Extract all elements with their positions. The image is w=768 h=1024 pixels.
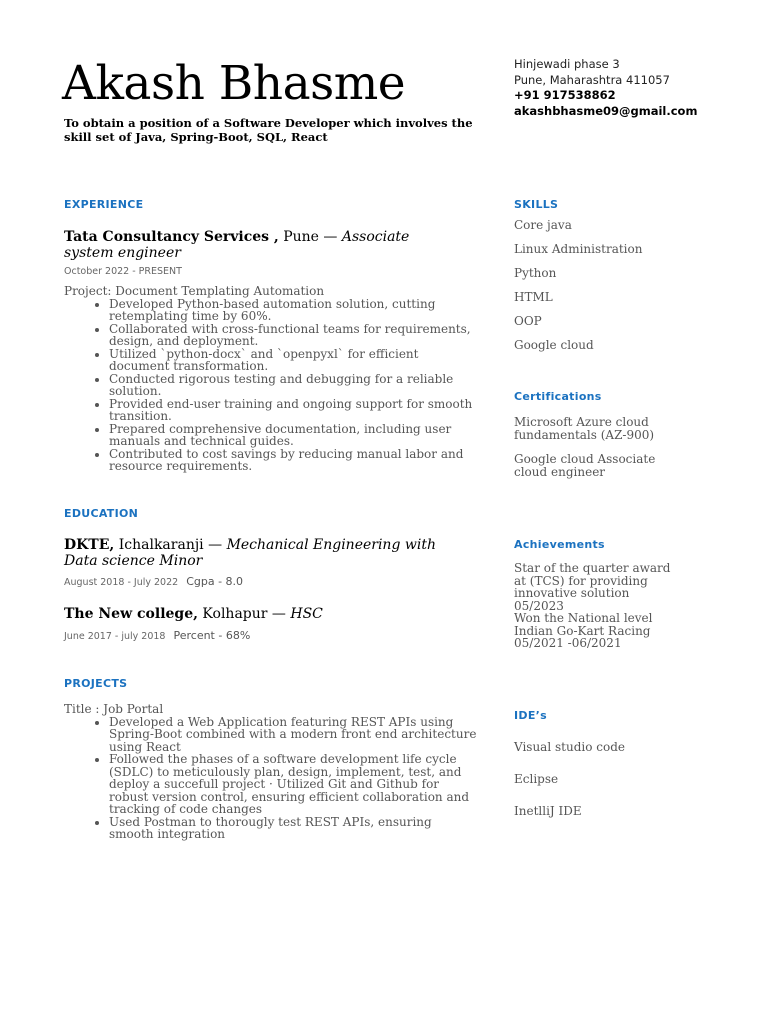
address-line-1: Hinjewadi phase 3 (514, 57, 620, 71)
experience-bullet-list (64, 298, 479, 473)
education-entry-1 (64, 538, 444, 569)
certification-item: Google cloud Associate cloud engineer (514, 452, 656, 479)
skill-item: Core java (514, 218, 572, 232)
certifications-heading: Certifications (514, 390, 602, 403)
degree: Mechanical Engineering with Data science Minor (64, 537, 436, 569)
grade: Cgpa - 8.0 (186, 575, 244, 588)
skills-heading: SKILLS (514, 198, 559, 211)
school-location: Ichalkaranji — (114, 537, 223, 553)
projects-heading: PROJECTS (64, 677, 128, 690)
achievement-item: Star of the quarter award at (TCS) for providing innovative solution 05/2023 (514, 561, 671, 613)
ides-heading: IDE’s (514, 709, 547, 722)
project-title: Title : Job Portal (64, 702, 164, 716)
dates: June 2017 - july 2018 (64, 631, 166, 642)
ide-item: InetlliJ IDE (514, 804, 582, 818)
certification-item: Microsoft Azure cloud fundamentals (AZ-900) (514, 415, 655, 442)
degree: HSC (290, 606, 323, 622)
ide-item: Eclipse (514, 772, 559, 786)
school-name: DKTE, (64, 537, 115, 553)
list-item: • Developed a Web Application featuring REST APIs using Spring-Boot combined with a modern front end architecture using React (109, 716, 479, 754)
dates: August 2018 - July 2022 (64, 577, 179, 588)
skill-item: Google cloud (514, 338, 594, 352)
experience-heading: EXPERIENCE (64, 198, 144, 211)
school-location: Kolhapur — (197, 606, 286, 622)
skill-item: Linux Administration (514, 242, 643, 256)
list-item: • Followed the phases of a software development life cycle (SDLC) to meticulously plan, design, implement, test, and deploy a succefull project · Utilized Git and Github for robust version control, ensuring efficient collaboration and tracking of code changes (109, 753, 479, 816)
list-item: • Prepared comprehensive documentation, including user manuals and technical guides. (109, 423, 479, 448)
skill-item: HTML (514, 290, 553, 304)
achievements-heading: Achievements (514, 538, 605, 551)
list-item: • Contributed to cost savings by reducing manual labor and resource requirements. (109, 448, 479, 473)
experience-job-title (64, 230, 444, 261)
achievement-item: Won the National level Indian Go-Kart Racing 05/2021 -06/2021 (514, 611, 653, 650)
address-line-2: Pune, Maharashtra 411057 (514, 72, 670, 87)
contact-block (514, 57, 697, 119)
job-role: Associate system engineer (64, 229, 410, 261)
education-dates-2 (64, 629, 250, 642)
projects-details (64, 703, 479, 841)
list-item: • Used Postman to thorougly test REST APIs, ensuring smooth integration (109, 816, 479, 841)
email-address[interactable]: akashbhasme09@gmail.com (514, 103, 698, 118)
experience-dates: October 2022 - PRESENT (64, 266, 182, 277)
career-objective: To obtain a position of a Software Developer which involves the skill set of Java, Spring-Boot, SQL, React (64, 116, 473, 144)
list-item: • Developed Python-based automation solution, cutting retemplating time by 60%. (109, 298, 479, 323)
education-heading: EDUCATION (64, 507, 139, 520)
list-item: • Collaborated with cross-functional teams for requirements, design, and deployment. (109, 323, 479, 348)
projects-bullet-list (64, 716, 479, 841)
experience-details (64, 285, 479, 473)
list-item: • Conducted rigorous testing and debugging for a reliable solution. (109, 373, 479, 398)
education-entry-2 (64, 607, 444, 623)
company-name: Tata Consultancy Services , (64, 229, 279, 245)
school-name: The New college, (64, 606, 198, 622)
phone-number[interactable]: +91 917538862 (514, 88, 616, 102)
skill-item: Python (514, 266, 557, 280)
list-item: • Utilized `python-docx` and `openpyxl` for efficient document transformation. (109, 348, 479, 373)
education-dates-1 (64, 575, 243, 588)
company-location: Pune — (278, 229, 338, 245)
grade: Percent - 68% (173, 629, 251, 642)
ide-item: Visual studio code (514, 740, 625, 754)
project-name: Project: Document Templating Automation (64, 284, 325, 298)
skill-item: OOP (514, 314, 542, 328)
candidate-name: Akash Bhasme (62, 56, 406, 111)
list-item: • Provided end-user training and ongoing support for smooth transition. (109, 398, 479, 423)
